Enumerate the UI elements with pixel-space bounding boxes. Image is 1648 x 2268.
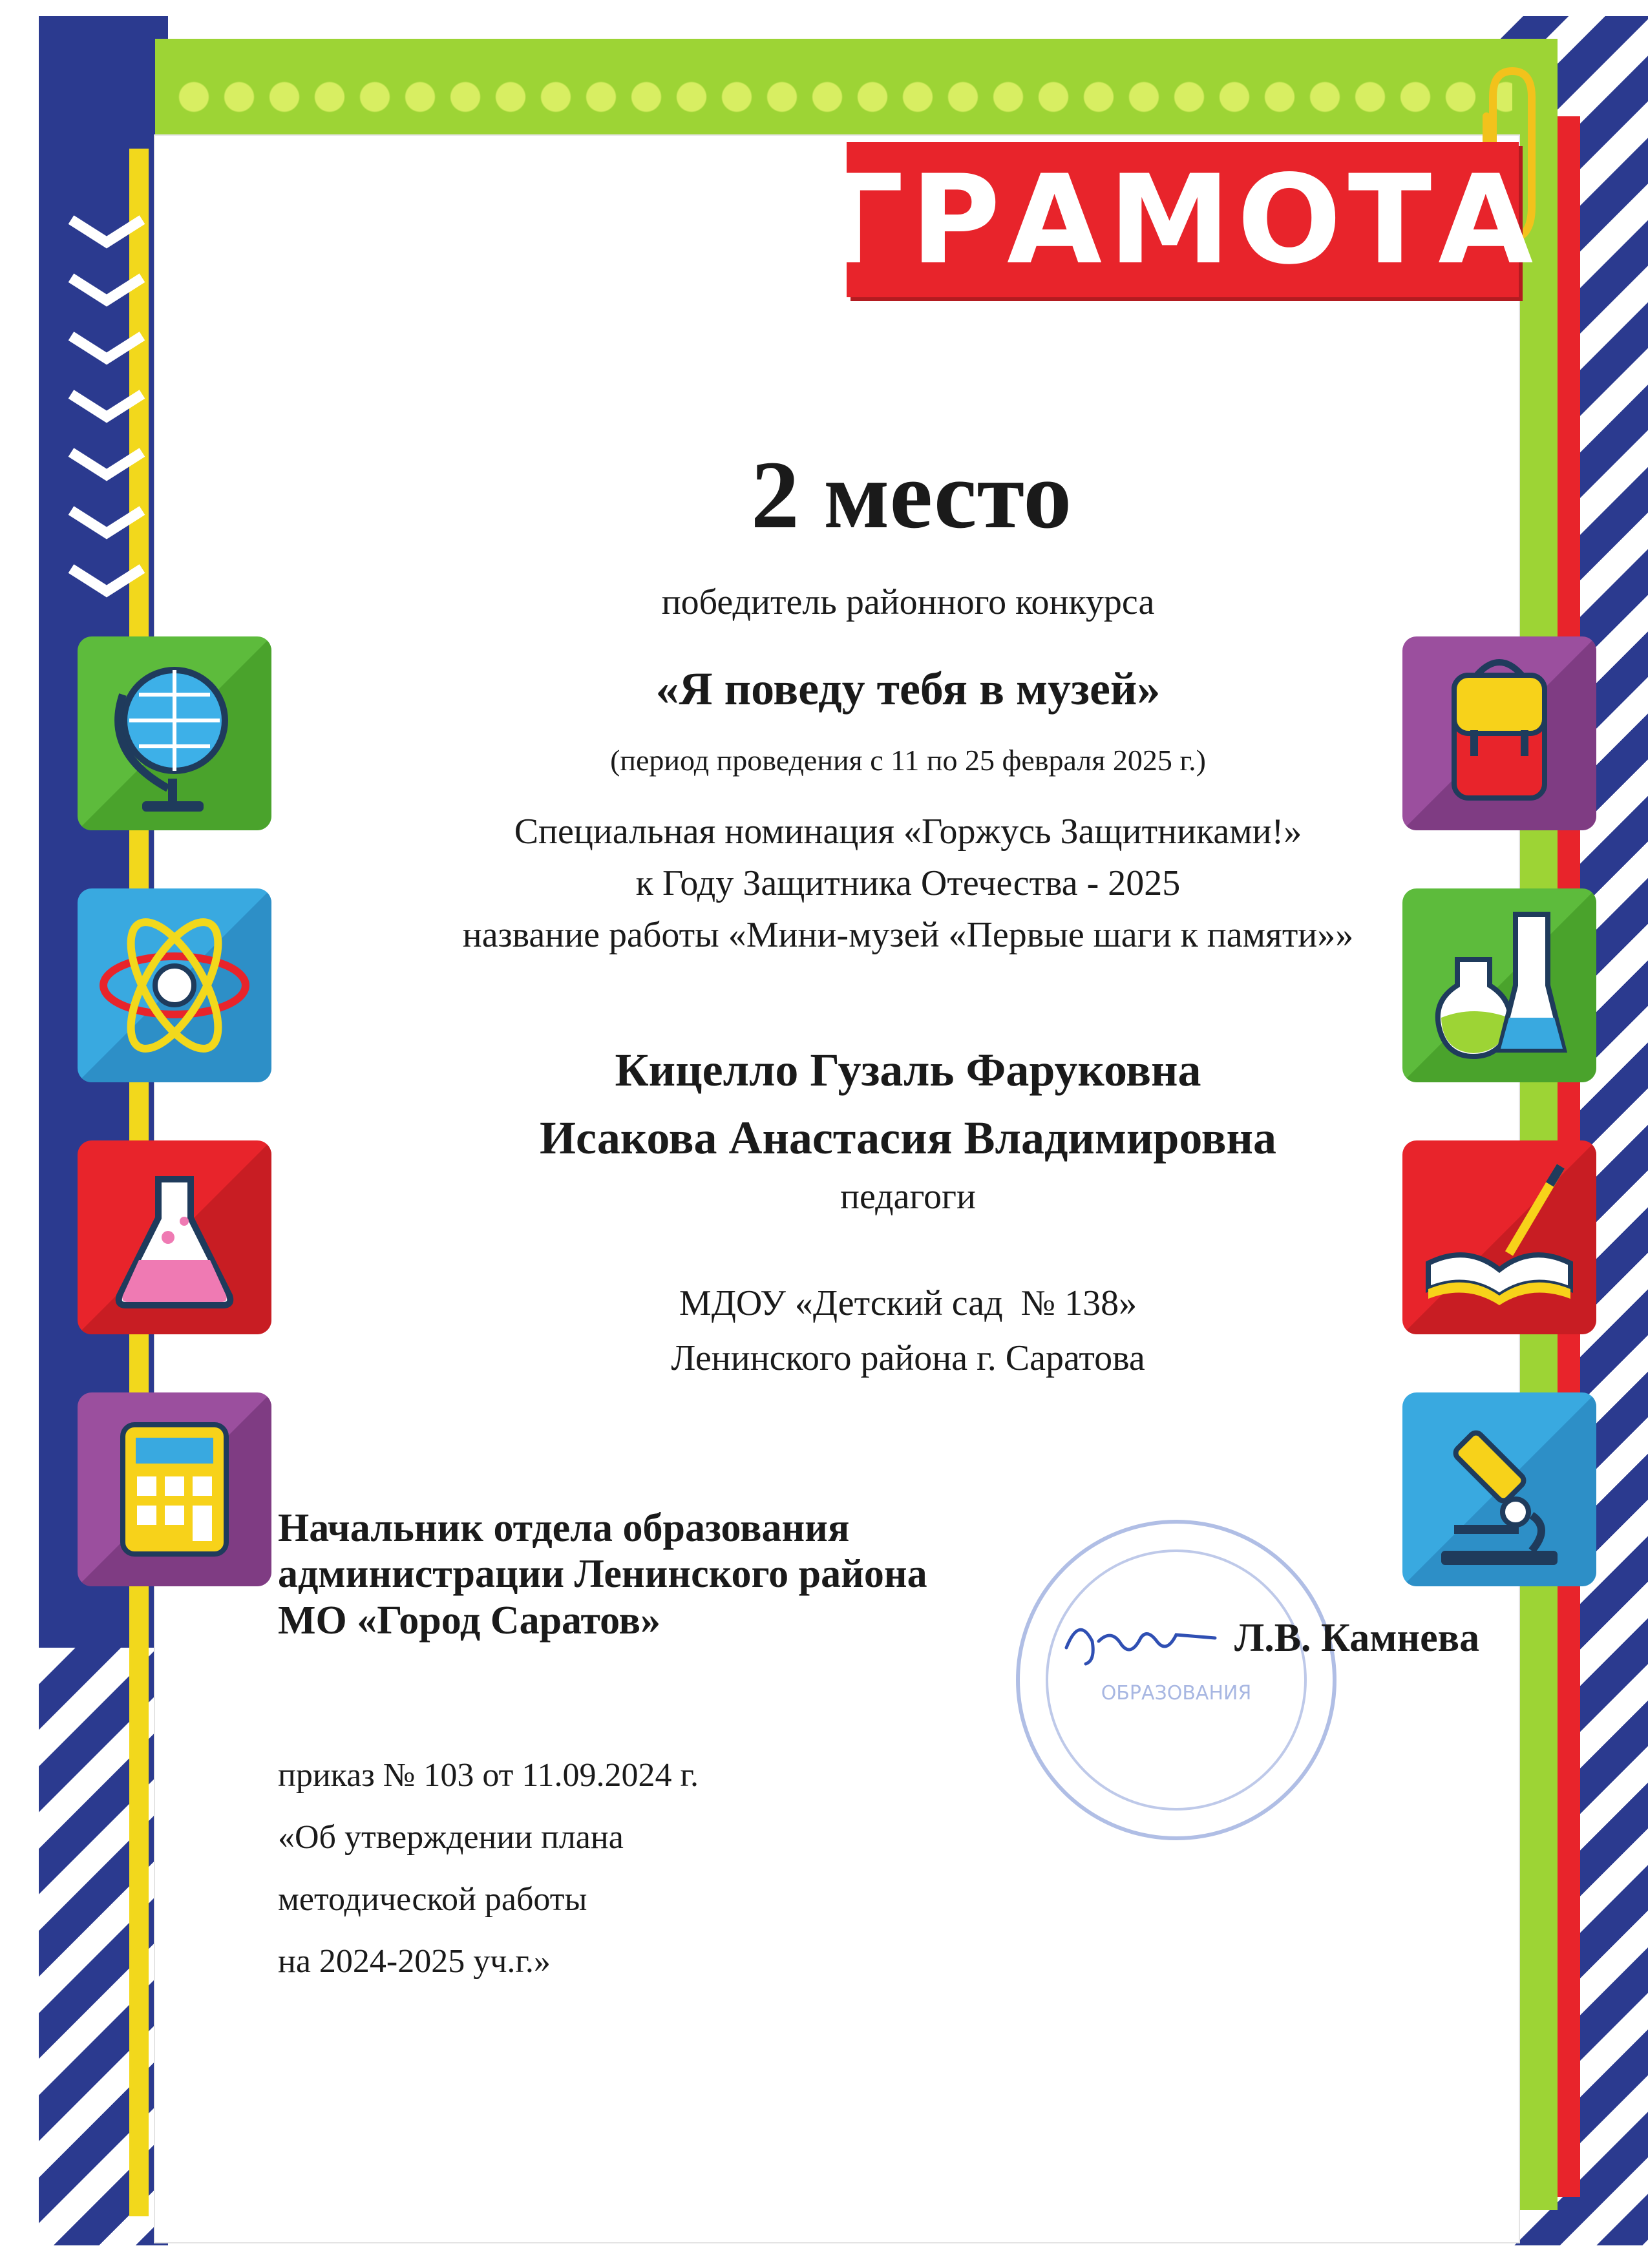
order-line: на 2024-2025 уч.г.» [278, 1943, 551, 1980]
calculator-tile [78, 1392, 271, 1586]
nomination-line: Специальная номинация «Горжусь Защитниками!» [514, 812, 1302, 852]
order-line: приказ № 103 от 11.09.2024 г. [278, 1757, 699, 1794]
certificate-title: ГРАМОТА [825, 148, 1540, 291]
position-line: администрации Ленинского района [278, 1552, 927, 1597]
authority-position [278, 1506, 927, 1644]
signature [1060, 1602, 1228, 1680]
signer-name: Л.В. Камнева [1234, 1616, 1480, 1660]
chevron-group [65, 213, 149, 617]
top-dot-row [174, 78, 1512, 116]
microscope-icon [1402, 1392, 1596, 1586]
left-striped-band [39, 1648, 168, 2245]
position-line: МО «Город Саратов» [278, 1598, 661, 1643]
title-banner [825, 142, 1540, 297]
calculator-icon [78, 1392, 271, 1586]
place-heading: 2 место [750, 441, 1072, 549]
chevron-down-icon [65, 213, 149, 614]
winner-line: победитель районного конкурса [661, 582, 1155, 622]
official-stamp [1008, 1512, 1344, 1848]
order-reference [278, 1745, 699, 1993]
stamp-text: ОБРАЗОВАНИЯ [1101, 1682, 1252, 1705]
order-line: «Об утверждении плана [278, 1819, 624, 1856]
microscope-tile [1402, 1392, 1596, 1586]
contest-name: «Я поведу тебя в музей» [655, 663, 1161, 715]
institution-line: МДОУ «Детский сад № 138» [679, 1283, 1137, 1323]
work-title-line: название работы «Мини-музей «Первые шаги к памяти»» [462, 915, 1354, 955]
recipient-name: Исакова Анастасия Владимировна [539, 1112, 1276, 1164]
order-line: методической работы [278, 1881, 587, 1918]
position-line: Начальник отдела образования [278, 1506, 850, 1550]
institution-district: Ленинского района г. Саратова [671, 1338, 1145, 1378]
recipient-name: Кицелло Гузаль Фаруковна [615, 1044, 1201, 1096]
recipient-role: педагоги [840, 1177, 976, 1217]
year-line: к Году Защитника Отечества - 2025 [635, 863, 1181, 903]
period-line: (период проведения с 11 по 25 февраля 2025 г.) [610, 744, 1206, 777]
